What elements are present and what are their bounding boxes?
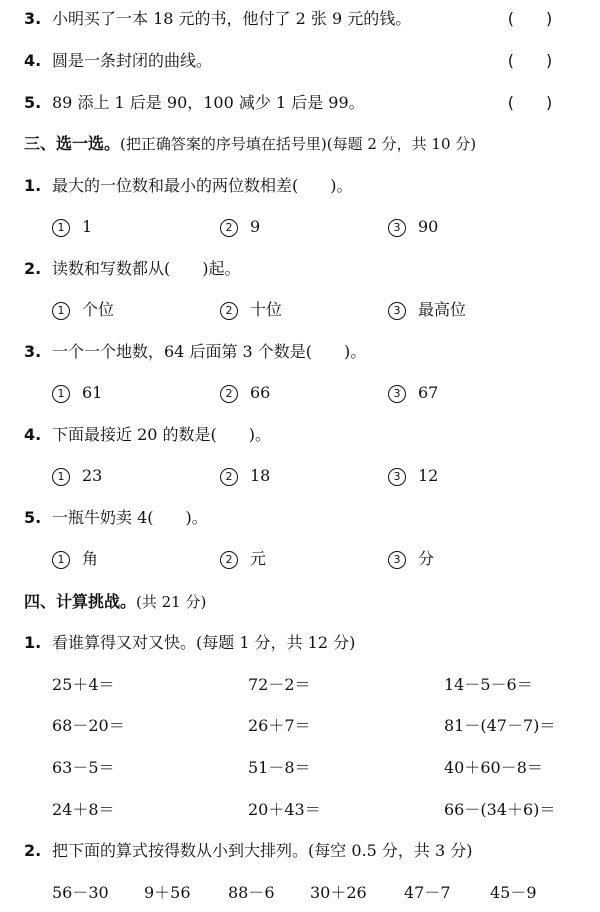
choice-item-2	[24, 254, 584, 284]
option-3[interactable]: 3 12	[388, 461, 438, 491]
expression: 9＋56	[144, 883, 191, 902]
item-number: 2.	[24, 841, 42, 860]
calc-question-2	[24, 836, 584, 866]
circled-number-icon: 3	[388, 302, 406, 320]
judge-item-5	[24, 88, 584, 118]
item-number: 3.	[24, 9, 42, 28]
choice-options-1	[52, 212, 572, 242]
option-1[interactable]: 1 23	[52, 461, 102, 491]
item-number: 3.	[24, 342, 42, 361]
calc-problem[interactable]: 66－(34＋6)＝	[444, 800, 556, 819]
choice-item-5	[24, 503, 584, 533]
judge-item-3	[24, 4, 584, 34]
option-2[interactable]: 2 元	[220, 544, 266, 574]
calc-problem[interactable]: 51－8＝	[248, 758, 311, 777]
option-3[interactable]: 3 90	[388, 212, 438, 242]
circled-number-icon: 1	[52, 219, 70, 237]
calc-problem[interactable]: 81－(47－7)＝	[444, 716, 556, 735]
choice-options-5	[52, 544, 572, 574]
choice-item-3	[24, 337, 584, 367]
calc-problem[interactable]: 24＋8＝	[52, 800, 115, 819]
option-3[interactable]: 3 分	[388, 544, 434, 574]
circled-number-icon: 1	[52, 385, 70, 403]
calc-row	[52, 753, 592, 783]
expression: 47－7	[404, 883, 451, 902]
expression: 45－9	[490, 883, 537, 902]
circled-number-icon: 2	[220, 219, 238, 237]
option-2[interactable]: 2 十位	[220, 295, 282, 325]
item-text: 最大的一位数和最小的两位数相差( )。	[52, 176, 353, 195]
option-1[interactable]: 1 61	[52, 378, 102, 408]
item-text: 下面最接近 20 的数是( )。	[52, 425, 272, 444]
section-4-heading	[24, 587, 584, 617]
calc-row	[52, 795, 592, 825]
item-text: 把下面的算式按得数从小到大排列。(每空 0.5 分，共 3 分)	[52, 841, 473, 860]
section-title: 四、计算挑战。	[24, 592, 137, 611]
option-3[interactable]: 3 最高位	[388, 295, 466, 325]
item-text: 小明买了一本 18 元的书，他付了 2 张 9 元的钱。	[52, 9, 412, 28]
item-text: 读数和写数都从( )起。	[52, 259, 241, 278]
circled-number-icon: 2	[220, 551, 238, 569]
circled-number-icon: 3	[388, 468, 406, 486]
option-1[interactable]: 1 个位	[52, 295, 114, 325]
calc-question-1	[24, 628, 584, 658]
expression: 88－6	[228, 883, 275, 902]
calc-row	[52, 711, 592, 741]
option-2[interactable]: 2 9	[220, 212, 260, 242]
circled-number-icon: 2	[220, 468, 238, 486]
item-number: 4.	[24, 425, 42, 444]
item-number: 1.	[24, 176, 42, 195]
circled-number-icon: 1	[52, 302, 70, 320]
section-3-heading	[24, 129, 584, 159]
item-number: 5.	[24, 508, 42, 527]
circled-number-icon: 3	[388, 219, 406, 237]
section-note: (共 21 分)	[136, 593, 207, 611]
calc-problem[interactable]: 14－5－6＝	[444, 675, 533, 694]
option-1[interactable]: 1 角	[52, 544, 98, 574]
item-text: 一瓶牛奶卖 4( )。	[52, 508, 208, 527]
calc-problem[interactable]: 26＋7＝	[248, 716, 311, 735]
calc-problem[interactable]: 20＋43＝	[248, 800, 321, 819]
expression: 56－30	[52, 883, 109, 902]
calc-problem[interactable]: 40＋60－8＝	[444, 758, 543, 777]
circled-number-icon: 2	[220, 302, 238, 320]
choice-options-4	[52, 461, 572, 491]
circled-number-icon: 1	[52, 551, 70, 569]
circled-number-icon: 2	[220, 385, 238, 403]
calc-problem[interactable]: 68－20＝	[52, 716, 125, 735]
calc-row	[52, 670, 592, 700]
option-2[interactable]: 2 66	[220, 378, 270, 408]
calc-problem[interactable]: 63－5＝	[52, 758, 115, 777]
calc-problem[interactable]: 25＋4＝	[52, 675, 115, 694]
item-text: 89 添上 1 后是 90，100 减少 1 后是 99。	[52, 93, 365, 112]
section-title: 三、选一选。	[24, 134, 121, 153]
choice-item-4	[24, 420, 584, 450]
calc-problem[interactable]: 72－2＝	[248, 675, 311, 694]
item-number: 1.	[24, 633, 42, 652]
item-text: 一个一个地数，64 后面第 3 个数是( )。	[52, 342, 367, 361]
circled-number-icon: 3	[388, 551, 406, 569]
item-number: 2.	[24, 259, 42, 278]
judge-item-4	[24, 46, 584, 76]
option-2[interactable]: 2 18	[220, 461, 270, 491]
circled-number-icon: 3	[388, 385, 406, 403]
expression-list	[52, 878, 592, 908]
expression: 30＋26	[310, 883, 367, 902]
option-3[interactable]: 3 67	[388, 378, 438, 408]
choice-options-2	[52, 295, 572, 325]
choice-item-1	[24, 171, 584, 201]
answer-parentheses[interactable]: ( )	[507, 9, 553, 28]
section-note: (把正确答案的序号填在括号里)(每题 2 分，共 10 分)	[120, 135, 477, 153]
item-text: 看谁算得又对又快。(每题 1 分，共 12 分)	[52, 633, 356, 652]
choice-options-3	[52, 378, 572, 408]
option-1[interactable]: 1 1	[52, 212, 92, 242]
item-text: 圆是一条封闭的曲线。	[52, 51, 213, 70]
answer-parentheses[interactable]: ( )	[507, 51, 553, 70]
circled-number-icon: 1	[52, 468, 70, 486]
item-number: 5.	[24, 93, 42, 112]
item-number: 4.	[24, 51, 42, 70]
answer-parentheses[interactable]: ( )	[507, 93, 553, 112]
